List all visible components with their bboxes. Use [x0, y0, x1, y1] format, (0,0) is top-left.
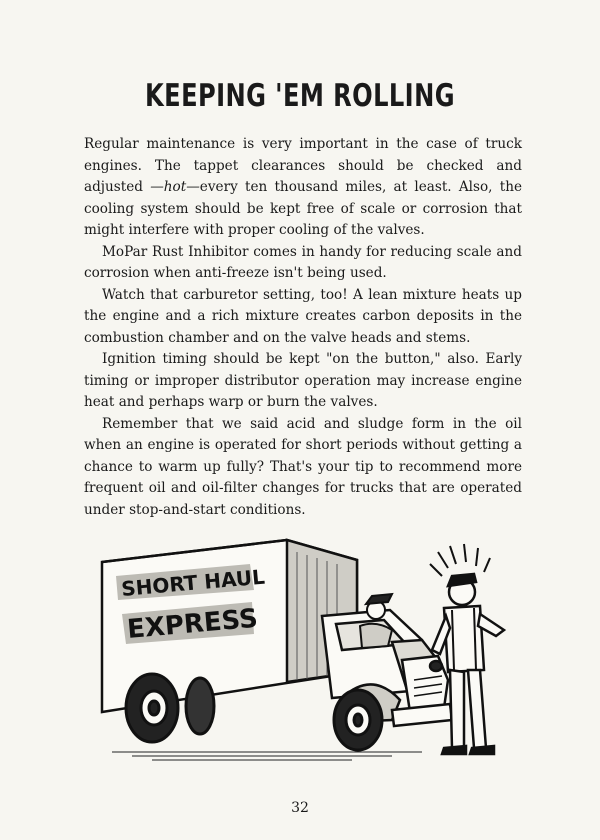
paragraph-1-start: Regular maintenance is very important in the case of truck engines. The tappet clearances should be checked and adjusted	[84, 136, 522, 195]
ground-shadow	[112, 752, 422, 760]
body-text	[84, 134, 522, 521]
truck-sign-line-1: SHORT HAUL	[120, 564, 266, 601]
paragraph-1-end: every ten thousand miles, at least. Also, the cooling system should be kept free of scale or corrosion that might interfere with proper cooling of the valves.	[84, 179, 522, 238]
truck-sign-line-2: EXPRESS	[125, 603, 260, 645]
paragraph-5: Remember that we said acid and sludge form in the oil when an engine is operated for short periods without getting a chance to warm up fully? That's your tip to recommend more frequent oil and oil-filter changes for trucks that are operated under stop-and-start conditions.	[84, 415, 522, 518]
paragraph-4: Ignition timing should be kept "on the button," also. Early timing or improper distributor operation may increase engine heat and perhaps warp or burn the valves.	[84, 351, 522, 410]
page-number: 32	[291, 800, 309, 816]
paragraph-3: Watch that carburetor setting, too! A lean mixture heats up the engine and a rich mixture creates carbon deposits in the combustion chamber and on the valve heads and stems.	[84, 286, 522, 346]
truck-illustration	[92, 530, 522, 770]
paragraph-1	[84, 134, 522, 242]
surprise-lines	[430, 544, 490, 576]
paragraph-2: MoPar Rust Inhibitor comes in handy for reducing scale and corrosion when anti-freeze isn't being used.	[84, 243, 522, 281]
page-title: KEEPING 'EM ROLLING	[145, 78, 455, 114]
paragraph-1-emphasis: —hot—	[150, 179, 200, 195]
